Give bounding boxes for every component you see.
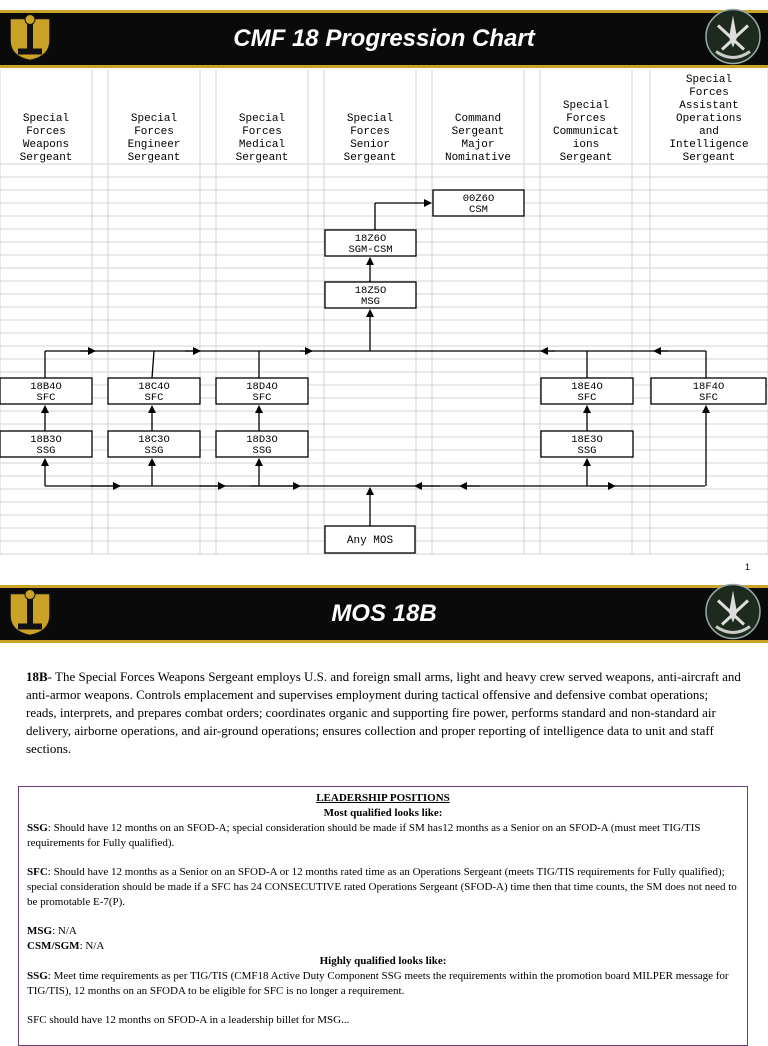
column-header-text: Sergeant — [451, 126, 505, 138]
column-header-text: Sergeant — [235, 152, 289, 164]
column-header-text: Nominative — [444, 152, 512, 164]
column-header-text: ions — [572, 139, 600, 151]
mos-box-any-mos — [325, 526, 415, 553]
column-header-text: Forces — [566, 113, 606, 125]
mos-box-18c4o — [108, 378, 200, 404]
msg-label: MSG — [27, 925, 53, 937]
csm-label: CSM/SGM — [27, 940, 80, 952]
column-header-text: Forces — [350, 126, 390, 138]
column-header-text: Sergeant — [127, 152, 181, 164]
mos-box-18f4o — [651, 378, 766, 404]
msg-most-qualified — [27, 924, 739, 939]
rank-text: SFC — [577, 392, 597, 404]
rank-text: SSG — [144, 445, 164, 457]
sfc-most-qualified — [27, 865, 739, 910]
rank-text: SFC — [252, 392, 272, 404]
special-forces-crest-icon — [704, 8, 762, 71]
column-header-text: Sergeant — [682, 152, 736, 164]
mos-code-text: 18Z5O — [354, 285, 387, 297]
slide1-title-banner — [0, 10, 768, 68]
ssg2-text: : Meet time requirements as per TIG/TIS (CMF18 Active Duty Component SSG meets the requirements within the promotion board MILPER message for TIG/TIS), 12 months on an SFODA to be eligible for SFC is no longer a requirement. — [27, 970, 729, 997]
slide2-title: MOS 18B — [331, 600, 437, 627]
highly-qualified-heading: Highly qualified looks like: — [319, 955, 447, 967]
mos-description — [26, 668, 741, 758]
rank-text: MSG — [361, 296, 380, 308]
column-header-text: Engineer — [127, 139, 181, 151]
column-header-text: Sergeant — [19, 152, 73, 164]
mos-box-18e3o — [541, 431, 633, 457]
column-header-text: Forces — [689, 87, 729, 99]
ssg-text: : Should have 12 months on an SFOD-A; special consideration should be made if SM has12 months as a Senior on an SFOD-A (must meet TIG/TIS requirements for Fully qualified). — [27, 822, 701, 849]
rank-text: SSG — [577, 445, 597, 457]
column-header-text: Command — [454, 113, 502, 125]
mos-box-18b4o — [0, 378, 92, 404]
mos-code-text: 18D3O — [246, 434, 278, 446]
mos-box-00z6o — [433, 190, 524, 216]
column-header-text: Special — [562, 100, 610, 112]
mos-box-18c3o — [108, 431, 200, 457]
ssg-most-qualified — [27, 821, 739, 851]
msg-text: : N/A — [52, 925, 77, 937]
page-number: 1 — [745, 562, 751, 572]
column-header-text: Operations — [675, 113, 743, 125]
sfc-text: : Should have 12 months as a Senior on an SFOD-A or 12 months rated time as an Operations Sergeant (meets TIG/TIS requirements for Fully qualified); special consideration should be made if a SFC has 24 CONSECUTIVE rated Operations Sergeant (SFOD-A) time then that time counts, the SM does not need to be promotable E-7(P). — [27, 866, 737, 908]
mos-box-18d4o — [216, 378, 308, 404]
rank-text: SSG — [252, 445, 272, 457]
mos-code-text: 18C3O — [138, 434, 170, 446]
column-header-text: Major — [461, 139, 495, 151]
column-header-text: Senior — [350, 139, 390, 151]
special-forces-crest-icon — [704, 583, 762, 646]
mos-box-18z5o — [325, 282, 416, 308]
mos-box-18z6o — [325, 230, 416, 256]
mos-code-text: 18C4O — [138, 381, 170, 393]
column-header-text: Sergeant — [559, 152, 613, 164]
mos-code-text: 18F4O — [692, 381, 725, 393]
column-header-text: Communicat — [552, 126, 620, 138]
mos-box-18b3o — [0, 431, 92, 457]
rank-text: SGM-CSM — [348, 244, 393, 256]
column-header-text: Special — [238, 113, 286, 125]
rank-text: CSM — [469, 204, 488, 216]
mos-box-18d3o — [216, 431, 308, 457]
jfk-school-crest-icon — [4, 586, 56, 643]
slide2-title-banner — [0, 585, 768, 643]
column-header-text: Weapons — [22, 139, 70, 151]
mos-code-text: Any MOS — [346, 535, 394, 547]
column-header-text: and — [699, 126, 719, 138]
column-header-text: Medical — [238, 139, 286, 151]
sfc-label: SFC — [27, 866, 48, 878]
jfk-school-crest-icon — [4, 11, 56, 68]
leadership-positions-box — [18, 786, 748, 1046]
most-qualified-heading: Most qualified looks like: — [323, 807, 443, 819]
mos-code-text: 18E3O — [571, 434, 603, 446]
mos-description-text: - The Special Forces Weapons Sergeant employs U.S. and foreign small arms, light and heavy crew served weapons, anti-aircraft and anti-armor weapons. Controls emplacement and supervises employment during tactical offensive and defensive combat operations; reads, interprets, and prepares combat orders; coordinates organic and supporting fire power, performs standard and non-standard air delivery, airborne operations, and air-ground operations; ensures collection and proper reporting of intelligence data to unit and staff sections. — [26, 669, 741, 756]
column-header-text: Assistant — [679, 100, 739, 112]
mos-box-18e4o — [541, 378, 633, 404]
rank-text: SFC — [699, 392, 718, 404]
ssg-highly-qualified — [27, 969, 739, 999]
sfc-highly-qualified: SFC should have 12 months on SFOD-A in a leadership billet for MSG... — [27, 1014, 350, 1026]
mos-code-text: 00Z6O — [462, 193, 495, 205]
leadership-heading: LEADERSHIP POSITIONS — [316, 792, 450, 804]
ssg-label: SSG — [27, 822, 48, 834]
column-headers — [20, 74, 749, 164]
column-header-text: Sergeant — [343, 152, 397, 164]
column-header-text: Forces — [134, 126, 174, 138]
column-header-text: Special — [346, 113, 394, 125]
column-header-text: Special — [22, 113, 70, 125]
column-header-text: Forces — [26, 126, 66, 138]
mos-code: 18B — [26, 669, 48, 684]
column-header-text: Special — [130, 113, 178, 125]
mos-code-text: 18E4O — [571, 381, 603, 393]
ssg2-label: SSG — [27, 970, 48, 982]
csm-text: : N/A — [79, 940, 105, 952]
rank-text: SSG — [36, 445, 56, 457]
mos-code-text: 18B4O — [30, 381, 62, 393]
connector-line — [152, 351, 154, 378]
csm-most-qualified — [27, 939, 739, 954]
rank-text: SFC — [36, 392, 56, 404]
progression-chart — [0, 70, 768, 560]
mos-code-text: 18B3O — [30, 434, 62, 446]
column-header-text: Special — [685, 74, 733, 86]
mos-boxes — [0, 190, 766, 553]
slide1-title: CMF 18 Progression Chart — [233, 25, 535, 52]
mos-code-text: 18D4O — [246, 381, 278, 393]
rank-text: SFC — [144, 392, 164, 404]
column-header-text: Forces — [242, 126, 282, 138]
mos-code-text: 18Z6O — [354, 233, 387, 245]
column-header-text: Intelligence — [669, 139, 749, 151]
